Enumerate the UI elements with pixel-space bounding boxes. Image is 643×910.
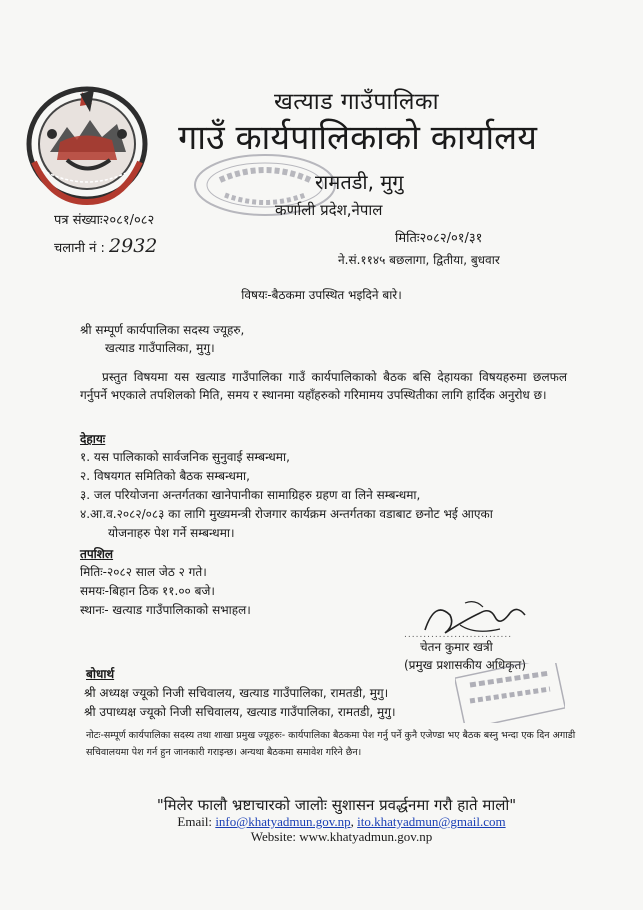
email-link-1[interactable]: info@khatyadmun.gov.np <box>215 814 351 829</box>
agenda-item: २. विषयगत समितिको बैठक सम्बन्धमा, <box>80 469 250 483</box>
schedule-item: स्थानः- खत्याड गाउँपालिकाको सभाहल। <box>80 603 251 617</box>
footer-slogan: "मिलेर फालौ भ्रष्टाचारको जालोः सुशासन प्रवर्द्धनमा गरौ हाते मालो" <box>156 796 517 814</box>
dispatch-number <box>54 235 157 257</box>
footer-website[interactable]: Website: www.khatyadmun.gov.np <box>250 829 433 844</box>
office-address: रामतडी, मुगु <box>315 170 404 194</box>
officer-stamp <box>455 663 565 723</box>
recipient-line-1: श्री सम्पूर्ण कार्यपालिका सदस्य ज्यूहरु, <box>80 323 245 337</box>
agenda-item: ३. जल परियोजना अन्तर्गतका खानेपानीका सामाग्रिहरु ग्रहण वा लिने सम्बन्धमा, <box>80 488 421 502</box>
municipality-name: खत्याड गाउँपालिका <box>273 89 440 115</box>
cc-item: श्री अध्यक्ष ज्यूको निजी सचिवालय, खत्याड गाउँपालिका, रामतडी, मुगु। <box>84 686 389 700</box>
footer-email <box>0 814 643 830</box>
email-link-2[interactable]: ito.khatyadmun@gmail.com <box>357 814 506 829</box>
note-text: नोटः-सम्पूर्ण कार्यपालिका सदस्य तथा शाखा प्रमुख ज्यूहरुः- कार्यपालिका बैठकमा पेश गर्नु पर्ने कुनै एजेण्डा भए बैठक बस्नु भन्दा एक दिन अगाडी सचिवालयमा पेश गर्न हुन जानकारी गराइन्छ। अन्यथा बैठकमा समावेश गरिने छैन। <box>86 730 576 758</box>
agenda-heading: देहायः <box>80 432 106 446</box>
recipient-line-2: खत्याड गाउँपालिका, मुगु। <box>105 341 215 355</box>
email-label: Email: <box>177 814 213 829</box>
schedule-list <box>80 563 251 620</box>
agenda-list <box>80 448 570 543</box>
schedule-heading: तपशिल <box>80 547 114 561</box>
signatory-name: चेतन कुमार खत्री <box>420 640 493 654</box>
schedule-item: मितिः-२०८२ साल जेठ २ गते। <box>80 565 207 579</box>
email-separator: , <box>350 814 354 829</box>
body-paragraph: प्रस्तुत विषयमा यस खत्याड गाउँपालिका गाउँ कार्यपालिकाको बैठक बसि देहायका विषयहरुमा छलफल गर्नुपर्ने भएकाले तपशिलको मिति, समय र स्थानमा यहाँहरुको गरिमामय उपस्थितीका लागि हार्दिक अनुरोध छ। <box>80 370 567 402</box>
signature-line: ............................ <box>404 630 513 640</box>
dispatch-label: चलानी नं : <box>54 241 105 256</box>
agenda-item: ४.आ.व.२०८२/०८३ का लागि मुख्यमन्त्री रोजगार कार्यक्रम अन्तर्गतका वडाबाट छनोट भई आएका <box>80 507 493 521</box>
letter-subject: विषयः-बैठकमा उपस्थित भइदिने बारे। <box>241 288 402 302</box>
agenda-item: १. यस पालिकाको सार्वजनिक सुनुवाई सम्बन्धमा, <box>80 450 290 464</box>
date-bs: मितिः२०८२/०१/३१ <box>395 231 483 246</box>
signatory-title: (प्रमुख प्रशासकीय अधिकृत) <box>404 658 527 672</box>
cc-heading: बोधार्थ <box>86 667 115 681</box>
dispatch-value: 2932 <box>109 235 158 257</box>
agenda-item: योजनाहरु पेश गर्ने सम्बन्धमा। <box>108 526 235 540</box>
date-ns: ने.सं.११४५ बछलागा, द्वितीया, बुधवार <box>338 253 500 267</box>
schedule-item: समयः-बिहान ठिक ११.०० बजे। <box>80 584 215 598</box>
office-title: गाउँ कार्यपालिकाको कार्यालय <box>178 118 537 158</box>
office-province: कर्णाली प्रदेश,नेपाल <box>275 201 383 219</box>
cc-item: श्री उपाध्यक्ष ज्यूको निजी सचिवालय, खत्याड गाउँपालिका, रामतडी, मुगु। <box>84 705 396 719</box>
cc-list <box>84 684 396 722</box>
letter-number: पत्र संख्याः२०८१/०८२ <box>54 213 155 228</box>
